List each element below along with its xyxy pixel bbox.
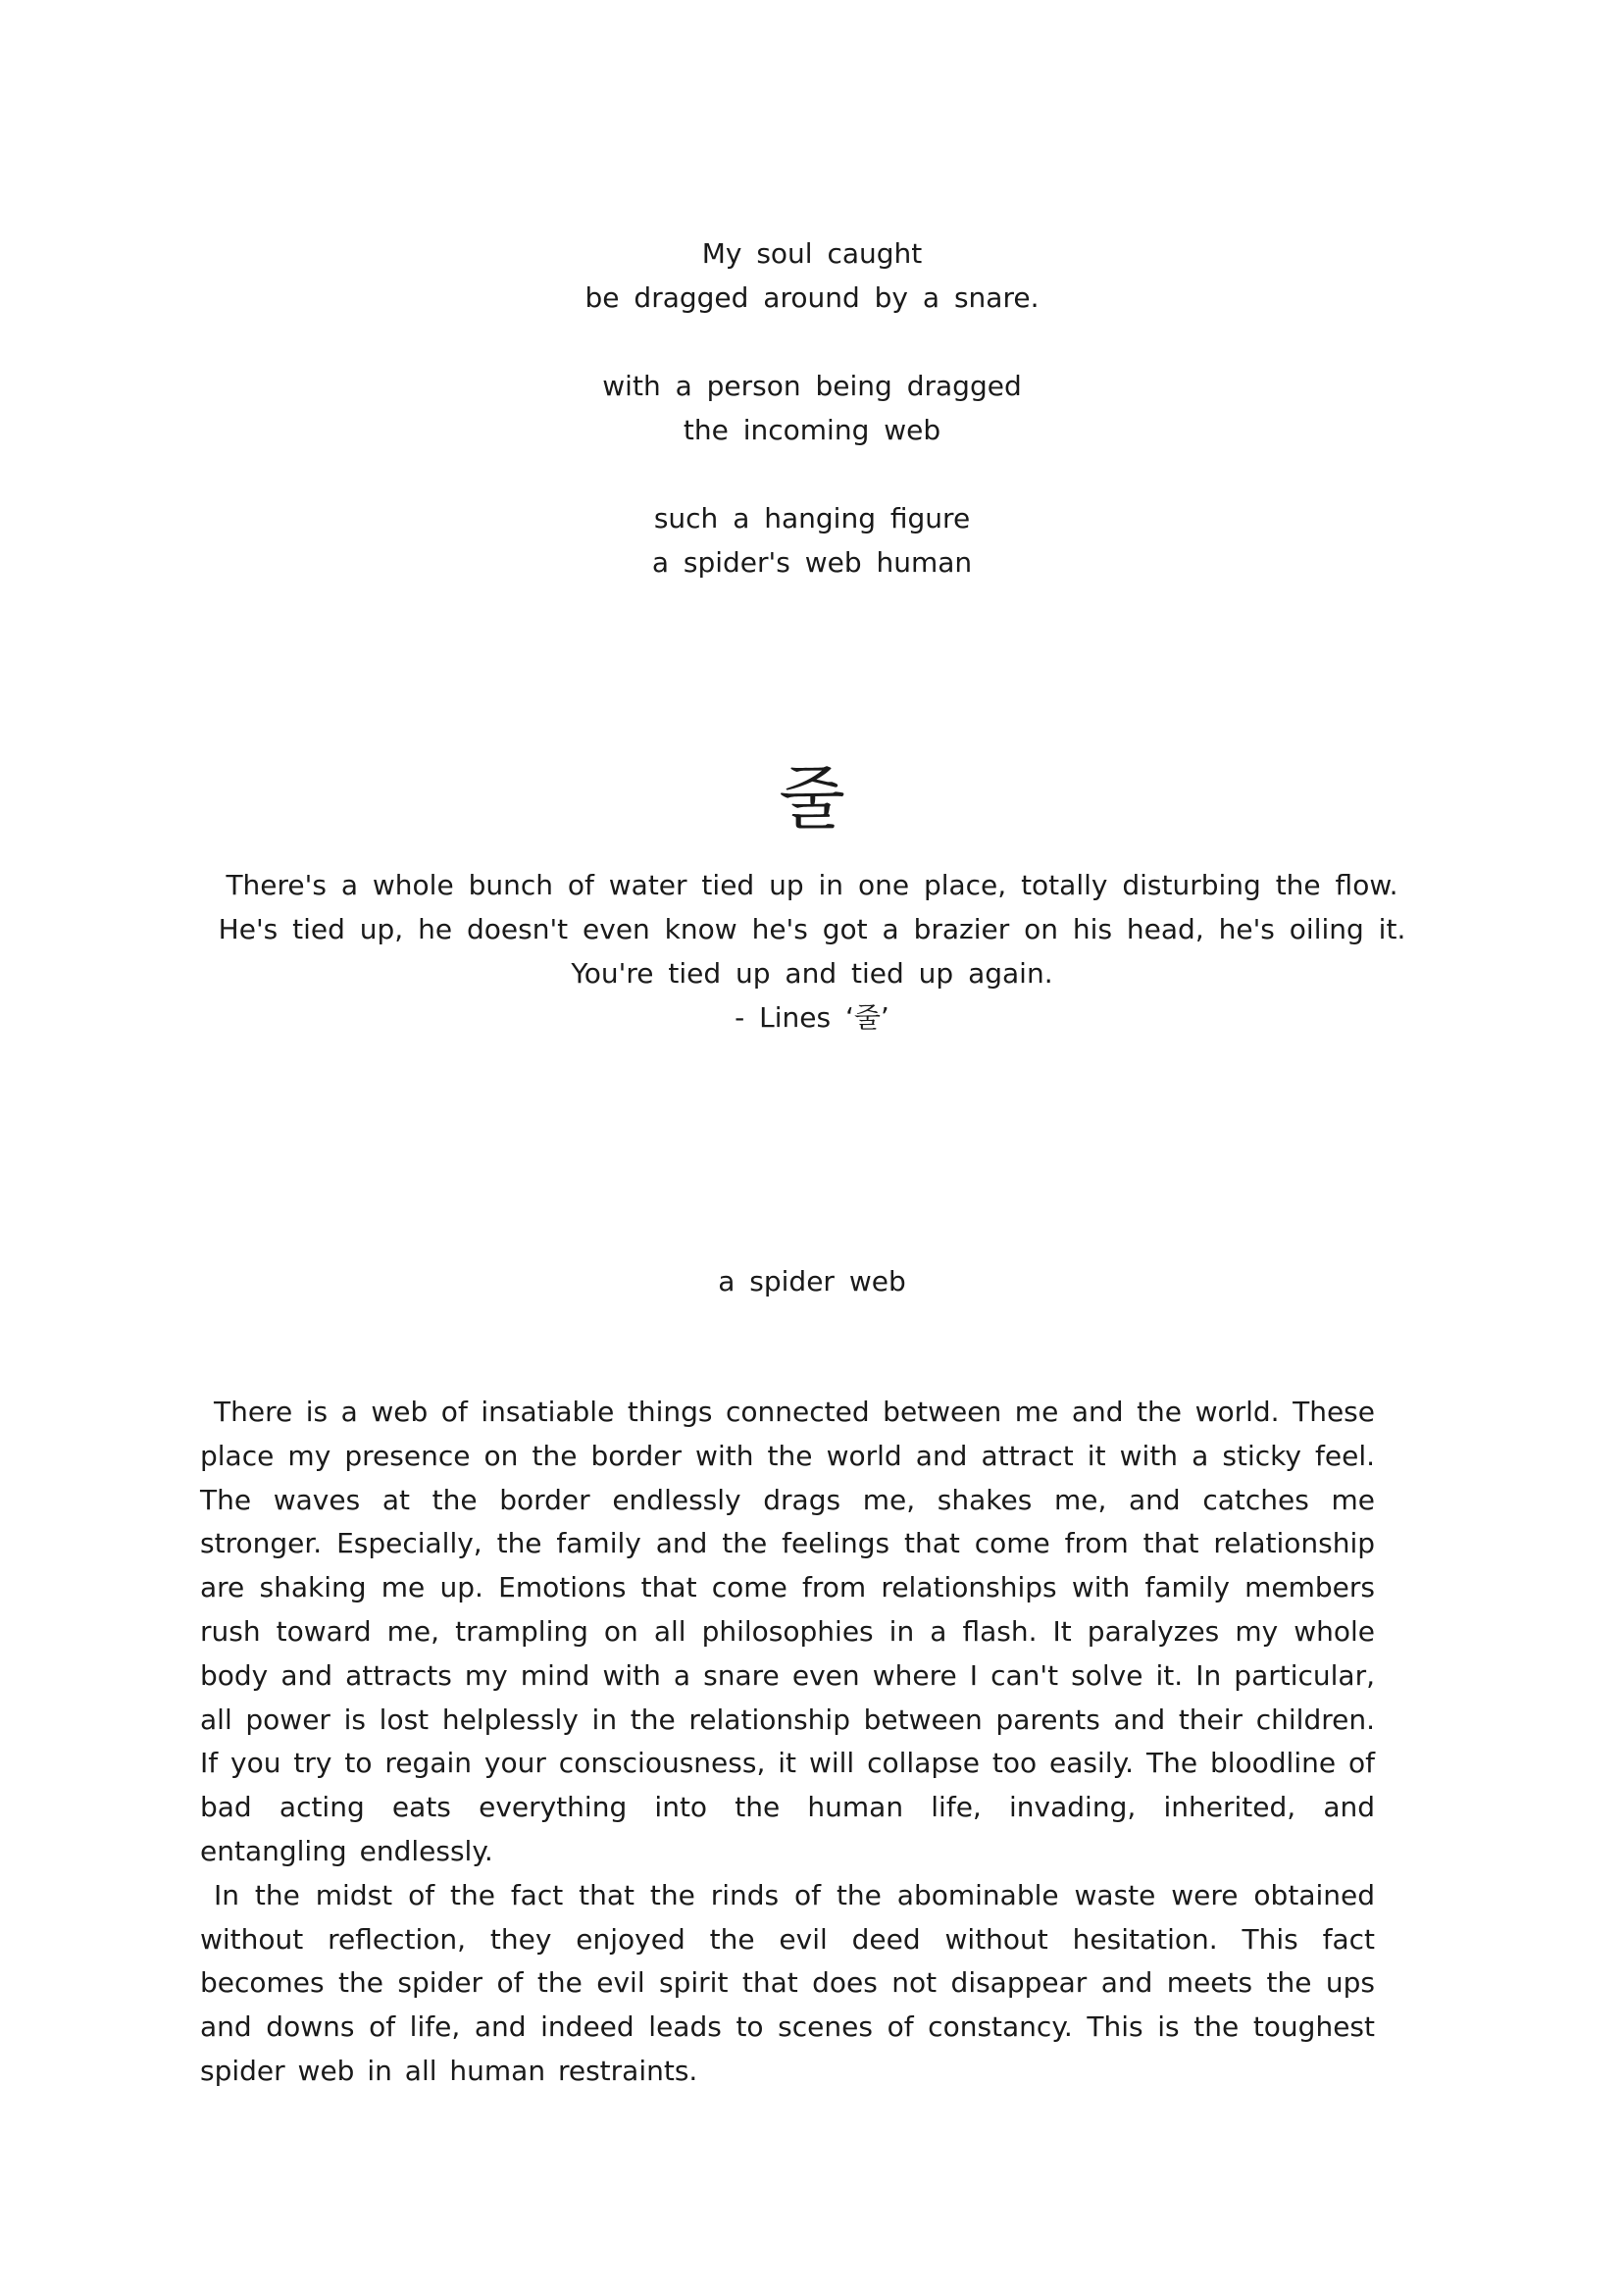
body-paragraph-1: There is a web of insatiable things connected between me and the world. These place my presence on the border with the world and attract it with a sticky feel. The waves at the border endlessly drags me, shakes me, and catches me stronger. Especially, the family and the feelings that come from that relationship are shaking me up. Emotions that come from relationships with family members rush toward me, trampling on all philosophies in a flash. It paralyzes my whole body and attracts my mind with a snare even where I can't solve it. In particular, all power is lost helplessly in the relationship between parents and their children. If you try to regain your consciousness, it will collapse too easily. The bloodline of bad acting eats everything into the human life, invading, inherited, and entangling endlessly.	[200, 1396, 1375, 1867]
poem-stanza-2	[0, 364, 1624, 452]
poem	[0, 231, 1624, 629]
poem-stanza-1	[0, 231, 1624, 320]
poem-stanza-3	[0, 496, 1624, 585]
calligraphy-glyph: 줄	[779, 758, 845, 839]
poem-line: with a person being dragged	[602, 370, 1022, 402]
quote-attribution: - Lines ‘줄’	[735, 1001, 889, 1034]
quote-line: There's a whole bunch of water tied up in one place, totally disturbing the flow.	[226, 869, 1398, 901]
poem-line: such a hanging figure	[653, 502, 971, 534]
poem-line: a spider's web human	[651, 546, 973, 579]
poem-line: My soul caught	[701, 237, 923, 270]
quote-line: He's tied up, he doesn't even know he's got a brazier on his head, he's oiling it.	[218, 913, 1406, 945]
epigraph-quote	[0, 863, 1624, 1040]
section-title: a spider web	[718, 1265, 906, 1297]
body-text	[200, 1391, 1375, 2094]
poem-line: be dragged around by a snare.	[584, 281, 1040, 314]
body-paragraph-2: In the midst of the fact that the rinds of the abominable waste were obtained without reflection, they enjoyed the evil deed without hesitation. This fact becomes the spider of the evil spirit that does not disappear and meets the ups and downs of life, and indeed leads to scenes of constancy. This is the toughest spider web in all human restraints.	[200, 1878, 1375, 2087]
poem-line: the incoming web	[683, 414, 941, 446]
quote-line: You're tied up and tied up again.	[571, 957, 1053, 990]
